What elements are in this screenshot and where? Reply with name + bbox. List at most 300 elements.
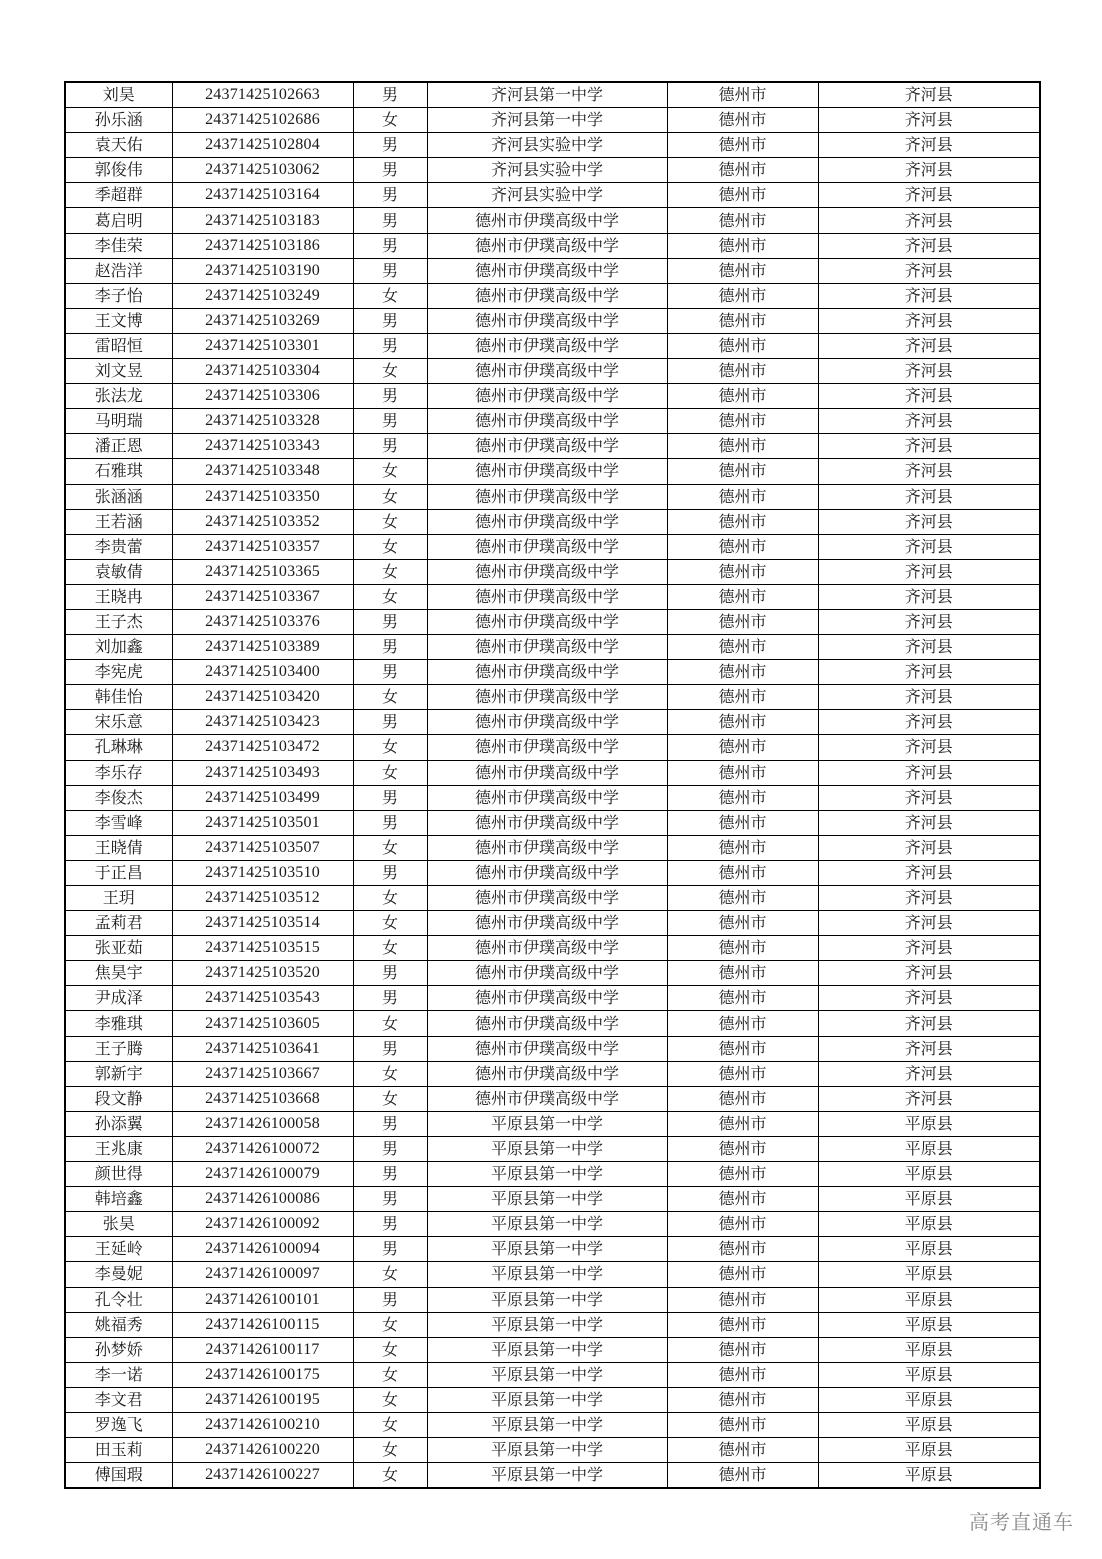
cell-gender: 男 (353, 810, 427, 835)
table-row (65, 1111, 1040, 1136)
table-row (65, 860, 1040, 885)
cell-gender: 男 (353, 333, 427, 358)
cell-county: 平原县 (818, 1337, 1040, 1362)
cell-name: 石雅琪 (65, 459, 172, 484)
cell-name: 韩佳怡 (65, 685, 172, 710)
cell-county: 齐河县 (818, 685, 1040, 710)
cell-name: 赵浩洋 (65, 258, 172, 283)
cell-school: 德州市伊璞高级中学 (427, 509, 667, 534)
cell-city: 德州市 (667, 208, 818, 233)
cell-school: 德州市伊璞高级中学 (427, 308, 667, 333)
cell-county: 齐河县 (818, 509, 1040, 534)
cell-name: 葛启明 (65, 208, 172, 233)
cell-county: 齐河县 (818, 760, 1040, 785)
cell-gender: 男 (353, 82, 427, 108)
cell-gender: 女 (353, 1061, 427, 1086)
table-row (65, 1086, 1040, 1111)
cell-school: 齐河县实验中学 (427, 158, 667, 183)
cell-exam-id: 24371425103352 (172, 509, 353, 534)
cell-name: 孙梦娇 (65, 1337, 172, 1362)
cell-school: 齐河县实验中学 (427, 183, 667, 208)
cell-exam-id: 24371425103605 (172, 1011, 353, 1036)
cell-gender: 男 (353, 1187, 427, 1212)
table-row (65, 961, 1040, 986)
cell-county: 齐河县 (818, 1036, 1040, 1061)
cell-exam-id: 24371425103512 (172, 886, 353, 911)
cell-school: 德州市伊璞高级中学 (427, 409, 667, 434)
cell-school: 德州市伊璞高级中学 (427, 1036, 667, 1061)
cell-school: 平原县第一中学 (427, 1262, 667, 1287)
roster-table-body (65, 82, 1040, 1488)
table-row (65, 384, 1040, 409)
cell-name: 孟莉君 (65, 911, 172, 936)
cell-gender: 男 (353, 409, 427, 434)
cell-exam-id: 24371426100101 (172, 1287, 353, 1312)
cell-city: 德州市 (667, 1312, 818, 1337)
cell-city: 德州市 (667, 308, 818, 333)
cell-city: 德州市 (667, 835, 818, 860)
cell-exam-id: 24371426100097 (172, 1262, 353, 1287)
cell-exam-id: 24371425103306 (172, 384, 353, 409)
cell-city: 德州市 (667, 660, 818, 685)
cell-name: 焦昊宇 (65, 961, 172, 986)
cell-exam-id: 24371426100227 (172, 1463, 353, 1489)
cell-county: 齐河县 (818, 785, 1040, 810)
cell-school: 平原县第一中学 (427, 1412, 667, 1437)
cell-city: 德州市 (667, 283, 818, 308)
cell-county: 齐河县 (818, 1061, 1040, 1086)
cell-gender: 女 (353, 911, 427, 936)
table-row (65, 534, 1040, 559)
cell-school: 德州市伊璞高级中学 (427, 860, 667, 885)
cell-exam-id: 24371425103367 (172, 584, 353, 609)
cell-name: 袁敏倩 (65, 559, 172, 584)
cell-county: 齐河县 (818, 886, 1040, 911)
cell-county: 齐河县 (818, 82, 1040, 108)
cell-school: 德州市伊璞高级中学 (427, 434, 667, 459)
cell-county: 齐河县 (818, 559, 1040, 584)
cell-school: 德州市伊璞高级中学 (427, 359, 667, 384)
cell-school: 德州市伊璞高级中学 (427, 936, 667, 961)
cell-city: 德州市 (667, 1412, 818, 1437)
cell-gender: 男 (353, 1287, 427, 1312)
cell-city: 德州市 (667, 635, 818, 660)
cell-exam-id: 24371425103520 (172, 961, 353, 986)
cell-gender: 女 (353, 1412, 427, 1437)
cell-name: 季超群 (65, 183, 172, 208)
table-row (65, 233, 1040, 258)
table-row (65, 1387, 1040, 1412)
cell-city: 德州市 (667, 961, 818, 986)
cell-city: 德州市 (667, 258, 818, 283)
cell-school: 德州市伊璞高级中学 (427, 559, 667, 584)
table-row (65, 1412, 1040, 1437)
cell-school: 平原县第一中学 (427, 1337, 667, 1362)
table-row (65, 208, 1040, 233)
cell-school: 平原县第一中学 (427, 1212, 667, 1237)
cell-county: 平原县 (818, 1438, 1040, 1463)
cell-gender: 女 (353, 359, 427, 384)
cell-exam-id: 24371426100210 (172, 1412, 353, 1437)
cell-gender: 男 (353, 785, 427, 810)
table-row (65, 133, 1040, 158)
table-row (65, 559, 1040, 584)
cell-city: 德州市 (667, 384, 818, 409)
cell-county: 平原县 (818, 1387, 1040, 1412)
cell-name: 王兆康 (65, 1136, 172, 1161)
table-row (65, 1337, 1040, 1362)
cell-exam-id: 24371426100175 (172, 1362, 353, 1387)
cell-county: 齐河县 (818, 835, 1040, 860)
cell-gender: 女 (353, 1011, 427, 1036)
cell-school: 德州市伊璞高级中学 (427, 810, 667, 835)
cell-county: 齐河县 (818, 1011, 1040, 1036)
cell-school: 德州市伊璞高级中学 (427, 258, 667, 283)
cell-county: 齐河县 (818, 459, 1040, 484)
cell-school: 德州市伊璞高级中学 (427, 760, 667, 785)
cell-exam-id: 24371425103493 (172, 760, 353, 785)
table-row (65, 258, 1040, 283)
cell-name: 姚福秀 (65, 1312, 172, 1337)
cell-school: 德州市伊璞高级中学 (427, 886, 667, 911)
cell-city: 德州市 (667, 810, 818, 835)
cell-name: 王玥 (65, 886, 172, 911)
cell-name: 李贵蕾 (65, 534, 172, 559)
cell-name: 王子杰 (65, 609, 172, 634)
cell-school: 德州市伊璞高级中学 (427, 685, 667, 710)
table-row (65, 359, 1040, 384)
cell-exam-id: 24371425103376 (172, 609, 353, 634)
cell-school: 德州市伊璞高级中学 (427, 710, 667, 735)
cell-gender: 女 (353, 835, 427, 860)
cell-exam-id: 24371425103667 (172, 1061, 353, 1086)
cell-gender: 女 (353, 936, 427, 961)
table-row (65, 1312, 1040, 1337)
cell-county: 齐河县 (818, 384, 1040, 409)
cell-name: 孔令壮 (65, 1287, 172, 1312)
cell-gender: 男 (353, 635, 427, 660)
cell-school: 德州市伊璞高级中学 (427, 384, 667, 409)
cell-name: 张亚茹 (65, 936, 172, 961)
cell-name: 王晓冉 (65, 584, 172, 609)
cell-county: 齐河县 (818, 961, 1040, 986)
cell-county: 平原县 (818, 1412, 1040, 1437)
cell-exam-id: 24371425103186 (172, 233, 353, 258)
cell-name: 孙乐涵 (65, 108, 172, 133)
table-row (65, 760, 1040, 785)
cell-exam-id: 24371426100092 (172, 1212, 353, 1237)
cell-school: 德州市伊璞高级中学 (427, 835, 667, 860)
cell-gender: 男 (353, 986, 427, 1011)
table-row (65, 1036, 1040, 1061)
cell-gender: 女 (353, 735, 427, 760)
table-row (65, 1061, 1040, 1086)
cell-school: 德州市伊璞高级中学 (427, 233, 667, 258)
cell-name: 宋乐意 (65, 710, 172, 735)
cell-gender: 女 (353, 1312, 427, 1337)
cell-exam-id: 24371425103499 (172, 785, 353, 810)
cell-school: 德州市伊璞高级中学 (427, 635, 667, 660)
cell-city: 德州市 (667, 1061, 818, 1086)
cell-exam-id: 24371425103164 (172, 183, 353, 208)
cell-city: 德州市 (667, 1337, 818, 1362)
roster-table (64, 81, 1041, 1489)
table-row (65, 1011, 1040, 1036)
cell-gender: 男 (353, 183, 427, 208)
cell-name: 雷昭恒 (65, 333, 172, 358)
cell-exam-id: 24371425103183 (172, 208, 353, 233)
table-row (65, 434, 1040, 459)
cell-school: 德州市伊璞高级中学 (427, 986, 667, 1011)
cell-gender: 男 (353, 1136, 427, 1161)
cell-gender: 女 (353, 1438, 427, 1463)
table-row (65, 82, 1040, 108)
cell-city: 德州市 (667, 735, 818, 760)
cell-gender: 女 (353, 760, 427, 785)
table-row (65, 183, 1040, 208)
cell-city: 德州市 (667, 183, 818, 208)
table-row (65, 459, 1040, 484)
cell-county: 齐河县 (818, 584, 1040, 609)
cell-gender: 男 (353, 1162, 427, 1187)
cell-school: 齐河县第一中学 (427, 82, 667, 108)
cell-city: 德州市 (667, 359, 818, 384)
cell-exam-id: 24371425103515 (172, 936, 353, 961)
cell-city: 德州市 (667, 409, 818, 434)
cell-city: 德州市 (667, 1362, 818, 1387)
cell-school: 德州市伊璞高级中学 (427, 459, 667, 484)
cell-county: 平原县 (818, 1237, 1040, 1262)
cell-city: 德州市 (667, 233, 818, 258)
table-row (65, 1438, 1040, 1463)
cell-school: 德州市伊璞高级中学 (427, 660, 667, 685)
cell-gender: 男 (353, 961, 427, 986)
cell-name: 袁天佑 (65, 133, 172, 158)
cell-gender: 男 (353, 1237, 427, 1262)
cell-name: 李曼妮 (65, 1262, 172, 1287)
cell-school: 德州市伊璞高级中学 (427, 283, 667, 308)
cell-name: 刘文昱 (65, 359, 172, 384)
cell-city: 德州市 (667, 434, 818, 459)
cell-city: 德州市 (667, 1036, 818, 1061)
cell-school: 平原县第一中学 (427, 1362, 667, 1387)
cell-county: 齐河县 (818, 1086, 1040, 1111)
table-row (65, 283, 1040, 308)
cell-name: 李俊杰 (65, 785, 172, 810)
cell-exam-id: 24371425103301 (172, 333, 353, 358)
cell-county: 齐河县 (818, 208, 1040, 233)
cell-gender: 女 (353, 484, 427, 509)
cell-city: 德州市 (667, 1387, 818, 1412)
cell-exam-id: 24371426100094 (172, 1237, 353, 1262)
cell-county: 齐河县 (818, 710, 1040, 735)
cell-city: 德州市 (667, 108, 818, 133)
cell-exam-id: 24371425103304 (172, 359, 353, 384)
cell-name: 罗逸飞 (65, 1412, 172, 1437)
cell-city: 德州市 (667, 584, 818, 609)
cell-exam-id: 24371425103343 (172, 434, 353, 459)
cell-school: 德州市伊璞高级中学 (427, 911, 667, 936)
cell-name: 李文君 (65, 1387, 172, 1412)
cell-city: 德州市 (667, 1086, 818, 1111)
cell-name: 尹成泽 (65, 986, 172, 1011)
cell-exam-id: 24371425103510 (172, 860, 353, 885)
cell-city: 德州市 (667, 1111, 818, 1136)
cell-school: 平原县第一中学 (427, 1162, 667, 1187)
cell-city: 德州市 (667, 1438, 818, 1463)
cell-name: 郭新宇 (65, 1061, 172, 1086)
cell-gender: 男 (353, 384, 427, 409)
cell-exam-id: 24371426100086 (172, 1187, 353, 1212)
cell-gender: 女 (353, 534, 427, 559)
cell-name: 李雪峰 (65, 810, 172, 835)
cell-gender: 女 (353, 108, 427, 133)
cell-name: 马明瑞 (65, 409, 172, 434)
cell-gender: 女 (353, 1463, 427, 1489)
cell-city: 德州市 (667, 1212, 818, 1237)
cell-city: 德州市 (667, 911, 818, 936)
cell-name: 王延岭 (65, 1237, 172, 1262)
cell-exam-id: 24371426100195 (172, 1387, 353, 1412)
cell-school: 德州市伊璞高级中学 (427, 333, 667, 358)
cell-school: 平原县第一中学 (427, 1287, 667, 1312)
table-row (65, 1237, 1040, 1262)
cell-county: 平原县 (818, 1111, 1040, 1136)
cell-name: 王晓倩 (65, 835, 172, 860)
table-row (65, 308, 1040, 333)
cell-name: 张涵涵 (65, 484, 172, 509)
cell-city: 德州市 (667, 82, 818, 108)
cell-school: 德州市伊璞高级中学 (427, 1061, 667, 1086)
table-row (65, 509, 1040, 534)
cell-name: 刘加鑫 (65, 635, 172, 660)
cell-exam-id: 24371425102663 (172, 82, 353, 108)
cell-city: 德州市 (667, 559, 818, 584)
cell-city: 德州市 (667, 710, 818, 735)
cell-exam-id: 24371425103507 (172, 835, 353, 860)
cell-county: 齐河县 (818, 810, 1040, 835)
table-row (65, 158, 1040, 183)
cell-city: 德州市 (667, 1287, 818, 1312)
cell-school: 平原县第一中学 (427, 1387, 667, 1412)
cell-county: 齐河县 (818, 735, 1040, 760)
table-row (65, 911, 1040, 936)
table-row (65, 735, 1040, 760)
cell-county: 齐河县 (818, 258, 1040, 283)
cell-city: 德州市 (667, 333, 818, 358)
cell-school: 德州市伊璞高级中学 (427, 484, 667, 509)
cell-county: 平原县 (818, 1463, 1040, 1489)
cell-exam-id: 24371426100079 (172, 1162, 353, 1187)
cell-county: 平原县 (818, 1262, 1040, 1287)
cell-school: 德州市伊璞高级中学 (427, 1086, 667, 1111)
cell-county: 平原县 (818, 1136, 1040, 1161)
cell-county: 齐河县 (818, 534, 1040, 559)
cell-exam-id: 24371425103668 (172, 1086, 353, 1111)
cell-name: 孔琳琳 (65, 735, 172, 760)
cell-gender: 男 (353, 258, 427, 283)
cell-name: 李宪虎 (65, 660, 172, 685)
cell-school: 德州市伊璞高级中学 (427, 785, 667, 810)
cell-city: 德州市 (667, 1463, 818, 1489)
cell-name: 李一诺 (65, 1362, 172, 1387)
cell-exam-id: 24371425103365 (172, 559, 353, 584)
cell-name: 王若涵 (65, 509, 172, 534)
cell-name: 于正昌 (65, 860, 172, 885)
cell-city: 德州市 (667, 484, 818, 509)
cell-name: 孙添翼 (65, 1111, 172, 1136)
cell-city: 德州市 (667, 1237, 818, 1262)
cell-county: 齐河县 (818, 409, 1040, 434)
cell-name: 王子腾 (65, 1036, 172, 1061)
cell-exam-id: 24371425103423 (172, 710, 353, 735)
cell-gender: 女 (353, 1387, 427, 1412)
table-row (65, 1463, 1040, 1489)
cell-name: 段文静 (65, 1086, 172, 1111)
cell-county: 齐河县 (818, 911, 1040, 936)
cell-county: 齐河县 (818, 484, 1040, 509)
cell-city: 德州市 (667, 509, 818, 534)
cell-gender: 女 (353, 509, 427, 534)
cell-exam-id: 24371425103389 (172, 635, 353, 660)
cell-exam-id: 24371425103400 (172, 660, 353, 685)
cell-city: 德州市 (667, 886, 818, 911)
cell-exam-id: 24371425103190 (172, 258, 353, 283)
cell-county: 齐河县 (818, 635, 1040, 660)
table-row (65, 1162, 1040, 1187)
cell-county: 平原县 (818, 1162, 1040, 1187)
cell-exam-id: 24371425103472 (172, 735, 353, 760)
cell-city: 德州市 (667, 1262, 818, 1287)
cell-gender: 男 (353, 158, 427, 183)
cell-name: 刘昊 (65, 82, 172, 108)
cell-city: 德州市 (667, 534, 818, 559)
table-row (65, 710, 1040, 735)
table-row (65, 1212, 1040, 1237)
table-row (65, 1262, 1040, 1287)
cell-county: 齐河县 (818, 986, 1040, 1011)
cell-name: 郭俊伟 (65, 158, 172, 183)
cell-county: 齐河县 (818, 233, 1040, 258)
table-row (65, 810, 1040, 835)
cell-name: 李子怡 (65, 283, 172, 308)
table-row (65, 333, 1040, 358)
cell-exam-id: 24371426100220 (172, 1438, 353, 1463)
cell-county: 平原县 (818, 1312, 1040, 1337)
cell-name: 王文博 (65, 308, 172, 333)
cell-exam-id: 24371426100058 (172, 1111, 353, 1136)
table-row (65, 936, 1040, 961)
cell-county: 齐河县 (818, 609, 1040, 634)
cell-gender: 男 (353, 308, 427, 333)
table-row (65, 986, 1040, 1011)
cell-name: 李雅琪 (65, 1011, 172, 1036)
table-row (65, 609, 1040, 634)
cell-gender: 女 (353, 559, 427, 584)
cell-exam-id: 24371425103350 (172, 484, 353, 509)
cell-school: 平原县第一中学 (427, 1438, 667, 1463)
cell-school: 德州市伊璞高级中学 (427, 735, 667, 760)
cell-school: 德州市伊璞高级中学 (427, 609, 667, 634)
table-row (65, 886, 1040, 911)
cell-county: 平原县 (818, 1287, 1040, 1312)
cell-city: 德州市 (667, 1187, 818, 1212)
watermark-text: 高考直通车 (969, 1510, 1074, 1534)
cell-gender: 男 (353, 660, 427, 685)
cell-exam-id: 24371425103641 (172, 1036, 353, 1061)
cell-exam-id: 24371425103062 (172, 158, 353, 183)
cell-county: 齐河县 (818, 434, 1040, 459)
